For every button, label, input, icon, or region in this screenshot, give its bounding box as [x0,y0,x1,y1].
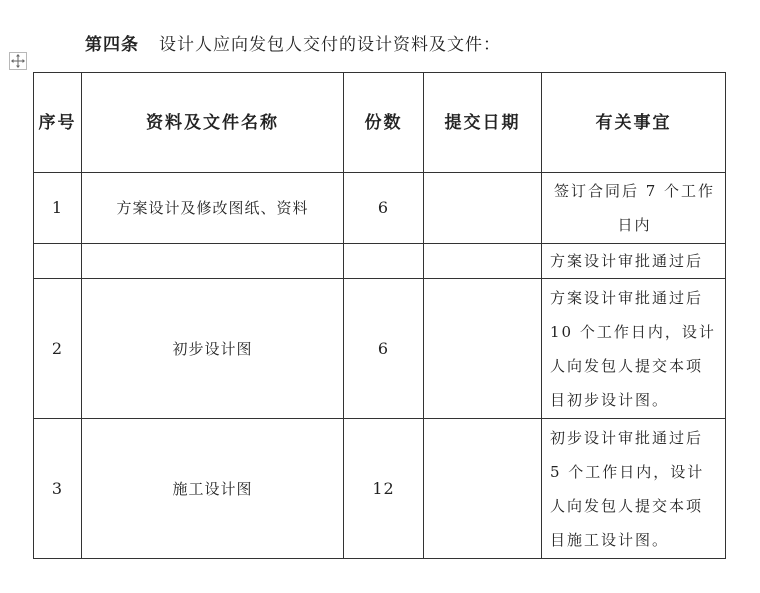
cell-copies: 12 [344,419,424,559]
cell-date [424,173,542,244]
cell-date [424,419,542,559]
table-row [34,279,726,419]
cell-date [424,279,542,419]
cell-seq [34,244,82,279]
header-name: 资料及文件名称 [82,73,344,173]
table-row [34,419,726,559]
table-move-handle-icon[interactable] [9,52,27,70]
cell-notes: 初步设计审批通过后 5 个工作日内，设计人向发包人提交本项目施工设计图。 [542,419,726,559]
cell-copies: 6 [344,279,424,419]
article-number: 第四条 [85,35,139,55]
cell-name: 方案设计及修改图纸、资料 [82,173,344,244]
cell-seq: 2 [34,279,82,419]
cell-notes: 方案设计审批通过后 10 个工作日内，设计人向发包人提交本项目初步设计图。 [542,279,726,419]
table-row [34,173,726,244]
cell-name: 施工设计图 [82,419,344,559]
table-header-row [34,73,726,173]
table-row [34,244,726,279]
cell-seq: 3 [34,419,82,559]
header-notes: 有关事宜 [542,73,726,173]
header-seq: 序号 [34,73,82,173]
cell-name [82,244,344,279]
cell-notes: 签订合同后 7 个工作日内 [542,173,726,244]
cell-copies: 6 [344,173,424,244]
header-copies: 份数 [344,73,424,173]
move-cross-arrows-icon [10,53,26,69]
article-heading [85,30,501,55]
header-date: 提交日期 [424,73,542,173]
deliverables-table [33,72,726,559]
article-text: 设计人应向发包人交付的设计资料及文件： [159,35,501,55]
cell-date [424,244,542,279]
cell-seq: 1 [34,173,82,244]
cell-copies [344,244,424,279]
cell-notes: 方案设计审批通过后 [542,244,726,279]
cell-name: 初步设计图 [82,279,344,419]
